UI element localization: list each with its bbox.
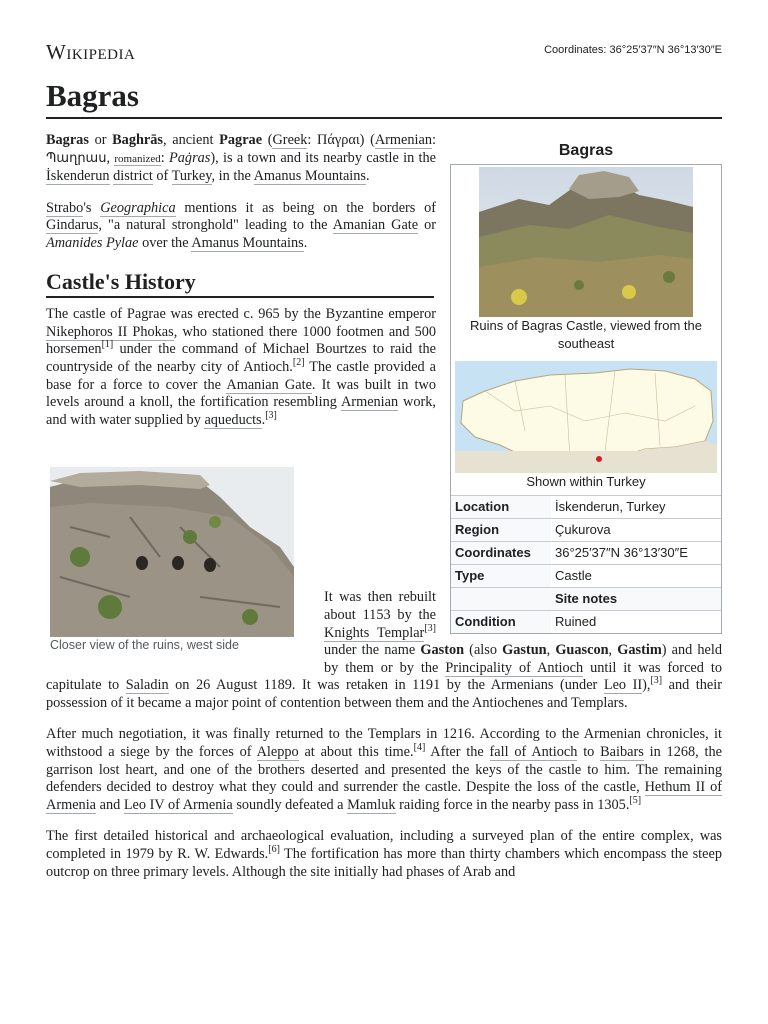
infobox-title: Bagras bbox=[558, 142, 614, 159]
header-coordinates[interactable]: Coordinates: 36°25′37″N 36°13′30″E bbox=[544, 44, 722, 56]
link-aleppo[interactable]: Aleppo bbox=[256, 744, 299, 761]
text: It was then rebuilt about 1153 by the bbox=[324, 589, 436, 623]
italic-term: Amanides Pylae bbox=[46, 234, 139, 251]
title-divider bbox=[46, 117, 722, 119]
infobox-site-notes-header: Site notes bbox=[451, 587, 721, 610]
infobox-row-coordinates bbox=[451, 541, 721, 564]
link-iskenderun[interactable]: İskenderun bbox=[46, 168, 110, 185]
text: on 26 August 1189. It was retaken in 1191 by the Armenians (under bbox=[168, 677, 604, 694]
ruins-photo[interactable] bbox=[50, 467, 294, 637]
text: raiding force in the nearby pass in 1305. bbox=[395, 796, 630, 813]
text: : bbox=[432, 132, 436, 148]
link-armenian[interactable]: Armenian bbox=[374, 132, 433, 148]
text: , who stationed there 1000 footmen and 500 horsemen bbox=[46, 323, 437, 358]
infobox-row-type bbox=[451, 564, 721, 587]
bold-term: Baghrās bbox=[112, 132, 163, 148]
link-geographica[interactable]: Geographica bbox=[100, 199, 176, 216]
infobox-box bbox=[450, 164, 722, 634]
infobox-value[interactable]: İskenderun, Turkey bbox=[551, 496, 721, 518]
bold-term: Pagrae bbox=[219, 132, 263, 148]
infobox-key: Type bbox=[455, 568, 485, 583]
text: ), is a town and its nearby castle in the bbox=[210, 149, 436, 166]
castle-photo[interactable] bbox=[479, 167, 693, 317]
text: mentions it as being on the borders of bbox=[175, 199, 437, 216]
link-romanized[interactable]: romanized bbox=[114, 152, 161, 165]
text: The castle of Pagrae was erected c. 965 by the Byzantine emperor bbox=[46, 306, 436, 323]
history-paragraph-3 bbox=[46, 726, 722, 814]
link-knights-templar[interactable]: Knights Templar bbox=[324, 624, 425, 641]
link-strabo[interactable]: Strabo bbox=[46, 199, 84, 216]
link-gindarus[interactable]: Gindarus bbox=[46, 217, 99, 234]
link-aqueducts[interactable]: aqueducts bbox=[204, 411, 262, 428]
infobox-key: Location bbox=[455, 499, 510, 514]
bold-term: Gaston bbox=[420, 642, 465, 659]
text: and bbox=[96, 796, 124, 813]
bold-term: Gastun bbox=[502, 642, 547, 659]
citation-5[interactable]: [5] bbox=[629, 795, 642, 807]
section-heading-history: Castle's History bbox=[46, 273, 434, 299]
text: and their possession of it became a major point of contention between them and the Antiochenes and Templars. bbox=[46, 677, 722, 711]
text: soundly defeated a bbox=[232, 796, 348, 813]
armenian-script: Պաղրաս bbox=[46, 150, 107, 166]
bold-term: Bagras bbox=[46, 132, 89, 148]
text: in 1268, the garrison lost heart, and one of the brothers deserted and presented the keys of the castle to him. The remaining defenders decided to destroy what they could and surrender the castle. Despite the loss of the castle, bbox=[46, 744, 722, 796]
infobox-key: Region bbox=[455, 522, 500, 537]
link-leo-ii[interactable]: Leo II bbox=[603, 677, 643, 694]
text: . bbox=[303, 234, 308, 251]
text: or bbox=[418, 217, 437, 234]
text: After the bbox=[425, 744, 490, 761]
link-principality-of-antioch[interactable]: Principality of Antioch bbox=[445, 659, 584, 676]
page-title: Bagras bbox=[46, 78, 139, 113]
infobox-row-condition bbox=[451, 610, 721, 633]
link-mamluk[interactable]: Mamluk bbox=[347, 796, 396, 813]
text: 's bbox=[83, 199, 101, 216]
figure-caption: Closer view of the ruins, west side bbox=[50, 638, 239, 653]
text: work, and with water supplied by bbox=[46, 394, 436, 428]
text: . It was built in two levels around a knoll, the fortification resembling bbox=[46, 376, 436, 411]
infobox-row-location bbox=[451, 495, 721, 518]
bold-term: Gastim bbox=[617, 642, 662, 659]
location-marker-icon bbox=[596, 456, 602, 462]
text: : Πάγραι) ( bbox=[307, 132, 375, 148]
text: of bbox=[152, 168, 172, 185]
infobox-value[interactable]: 36°25′37″N 36°13′30″E bbox=[551, 542, 721, 564]
citation-6[interactable]: [6] bbox=[268, 844, 280, 856]
link-district[interactable]: district bbox=[113, 168, 153, 185]
citation-3[interactable]: [3] bbox=[265, 409, 277, 421]
infobox-key: Condition bbox=[455, 614, 516, 629]
text: , "a natural stronghold" leading to the bbox=[98, 217, 333, 234]
text: The castle provided a base for a force to cover the bbox=[46, 358, 436, 393]
text: After much negotiation, it was finally returned to the Templars in 1216. According to the Armenian chronicles, it withstood a siege by the forces of bbox=[46, 726, 722, 761]
transliteration: Paġras bbox=[169, 149, 211, 166]
citation-1[interactable]: [1] bbox=[101, 339, 114, 351]
link-amanian-gate[interactable]: Amanian Gate bbox=[226, 376, 312, 393]
citation-2[interactable]: [2] bbox=[292, 357, 305, 369]
text: . bbox=[366, 168, 370, 185]
bold-term: Guascon bbox=[555, 642, 609, 659]
text: , ancient bbox=[162, 132, 220, 148]
history-paragraph-4 bbox=[46, 828, 722, 881]
text: until it was forced to capitulate to bbox=[46, 659, 722, 694]
text: or bbox=[88, 132, 113, 148]
link-hethum-ii[interactable]: Hethum II of Armenia bbox=[46, 779, 722, 813]
text: The fortification has more than thirty chambers which encompass the steep outcrop on three primary levels. Although the site initially had phases of Arab and bbox=[46, 846, 722, 880]
infobox bbox=[450, 132, 722, 634]
link-greek[interactable]: Greek bbox=[272, 132, 308, 148]
text: under the command of Michael Bourtzes to raid the countryside of the nearby city of Antioch. bbox=[46, 341, 436, 375]
infobox-value[interactable]: Çukurova bbox=[551, 519, 721, 541]
infobox-row-region bbox=[451, 518, 721, 541]
link-amanus-mountains[interactable]: Amanus Mountains bbox=[253, 168, 366, 185]
text: The first detailed historical and archaeological evaluation, including a surveyed plan of the entire complex, was completed in 1979 by R. W. Edwards. bbox=[46, 828, 722, 863]
text: over the bbox=[138, 234, 192, 251]
link-amanian-gate[interactable]: Amanian Gate bbox=[332, 217, 419, 234]
infobox-key: Coordinates bbox=[455, 545, 531, 560]
text: under the name bbox=[324, 642, 421, 659]
link-fall-of-antioch[interactable]: fall of Antioch bbox=[489, 744, 578, 761]
text: , bbox=[546, 642, 556, 659]
link-saladin[interactable]: Saladin bbox=[125, 677, 169, 694]
wikipedia-wordmark[interactable]: Wikipedia bbox=[46, 40, 136, 64]
text: ( bbox=[262, 132, 273, 148]
citation-3[interactable]: [3] bbox=[424, 622, 436, 634]
link-nikephoros[interactable]: Nikephoros II Phokas bbox=[46, 323, 174, 340]
article-body bbox=[46, 132, 722, 895]
text: at about this time. bbox=[298, 744, 414, 761]
text: , bbox=[106, 149, 115, 166]
text: (also bbox=[464, 642, 503, 659]
infobox-value: Ruined bbox=[551, 611, 721, 633]
link-armenian[interactable]: Armenian bbox=[340, 394, 399, 411]
infobox-value: Castle bbox=[551, 565, 721, 587]
map-caption: Shown within Turkey bbox=[526, 474, 646, 489]
link-amanus-mountains[interactable]: Amanus Mountains bbox=[191, 234, 304, 251]
link-baibars[interactable]: Baibars bbox=[600, 744, 644, 761]
text: , bbox=[608, 642, 618, 659]
citation-3[interactable]: [3] bbox=[650, 675, 663, 687]
ruins-figure bbox=[50, 467, 300, 655]
text: . bbox=[261, 411, 266, 428]
link-leo-iv[interactable]: Leo IV of Armenia bbox=[123, 796, 233, 813]
link-turkey[interactable]: Turkey bbox=[171, 168, 212, 185]
text: to bbox=[577, 744, 601, 761]
photo-caption: Ruins of Bagras Castle, viewed from the southeast bbox=[470, 318, 702, 351]
text: : bbox=[160, 149, 170, 166]
turkey-location-map[interactable] bbox=[455, 361, 717, 473]
citation-4[interactable]: [4] bbox=[413, 742, 426, 754]
text: ), bbox=[642, 677, 651, 694]
text: , in the bbox=[211, 168, 254, 185]
text: ) and held by them or by the bbox=[324, 642, 722, 676]
